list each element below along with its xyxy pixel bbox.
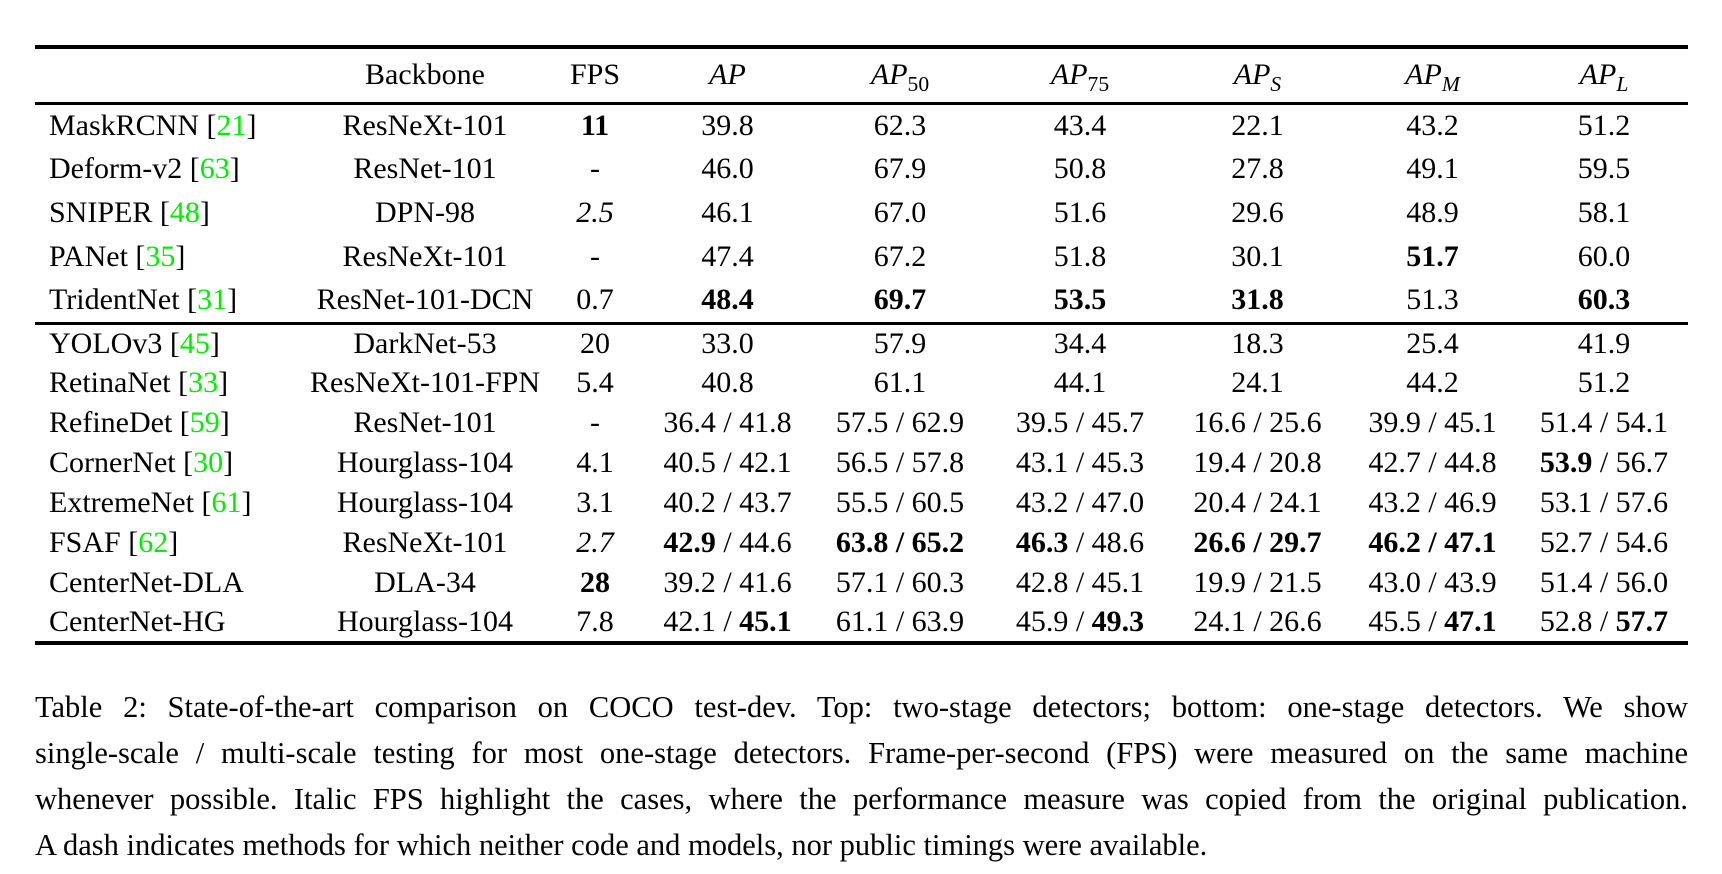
cell-value: 18.3	[1231, 326, 1284, 360]
table-caption	[35, 684, 1688, 868]
method-cell: CornerNet [30]	[49, 446, 234, 479]
cell-value: 39.5 / 45.7	[1015, 406, 1145, 439]
cell-value: 29.6	[1231, 196, 1284, 229]
cell-value: 46.2 / 47.1	[1368, 526, 1497, 559]
column-header-method	[35, 47, 305, 103]
cell-value: 40.2 / 43.7	[663, 486, 792, 519]
cell-value: 63.8 / 65.2	[835, 526, 965, 559]
table-row	[35, 603, 1688, 643]
cell-value: 2.7	[576, 526, 614, 559]
apm-cell	[1345, 563, 1520, 603]
table-header-row	[35, 47, 1688, 103]
cell-value: 69.7	[873, 283, 927, 317]
apm-cell	[1345, 279, 1520, 323]
cell-value: 49.3	[1091, 605, 1145, 638]
ap50-cell	[810, 483, 990, 523]
method-cell: MaskRCNN [21]	[49, 108, 257, 142]
ap75-cell	[990, 147, 1170, 191]
cell-value: 31.8	[1231, 283, 1284, 317]
apm-cell	[1345, 403, 1520, 443]
cell-value: 2.5	[576, 196, 614, 229]
cell-value: 25.4	[1406, 326, 1459, 360]
fps-cell	[545, 603, 645, 643]
cell-value: 11	[580, 108, 610, 142]
cell-value: 5.4	[576, 366, 614, 399]
ap-cell	[645, 323, 810, 363]
cell-value: 57.5 / 62.9	[835, 406, 965, 439]
cell-value: 51.4 / 54.1	[1539, 406, 1669, 439]
ap50-cell	[810, 443, 990, 483]
table-row	[35, 363, 1688, 403]
method-name: YOLOv3	[49, 326, 163, 360]
apl-cell	[1520, 323, 1688, 363]
ap75-cell	[990, 323, 1170, 363]
cell-value: 43.4	[1053, 108, 1107, 142]
ap75-cell	[990, 103, 1170, 147]
citation-ref: 62	[138, 526, 169, 559]
cell-value: 45.1	[739, 605, 792, 638]
citation-ref: 45	[179, 326, 210, 360]
fps-cell	[545, 523, 645, 563]
cell-value: 51.2	[1577, 108, 1631, 142]
ap75-cell	[990, 191, 1170, 235]
cell-value: 39.9 / 45.1	[1368, 406, 1497, 439]
cell-value: 7.8	[576, 605, 614, 638]
apl-cell	[1520, 443, 1688, 483]
cell-value: 59.5	[1577, 152, 1631, 185]
fps-cell	[545, 483, 645, 523]
fps-cell	[545, 279, 645, 323]
cell-value: 4.1	[576, 446, 614, 479]
ap-cell	[645, 403, 810, 443]
column-header-apl: $AP_L$	[1579, 58, 1629, 97]
backbone-cell: Hourglass-104	[336, 486, 514, 519]
backbone-cell: ResNeXt-101-FPN	[310, 366, 540, 399]
ap-cell	[645, 363, 810, 403]
backbone-cell: Hourglass-104	[336, 605, 514, 638]
method-name: MaskRCNN	[49, 108, 200, 142]
ap-cell	[645, 235, 810, 279]
citation-ref: 35	[145, 240, 176, 273]
cell-value: -	[590, 240, 600, 273]
method-cell: ExtremeNet [61]	[49, 486, 252, 519]
cell-value: 45.5 /	[1368, 605, 1445, 638]
apl-cell	[1520, 279, 1688, 323]
cell-value: 43.1 / 45.3	[1015, 446, 1145, 479]
cell-value: 51.3	[1406, 283, 1459, 317]
cell-value: 24.1 / 26.6	[1193, 605, 1322, 638]
ap-cell	[645, 483, 810, 523]
fps-cell	[545, 563, 645, 603]
backbone-cell: Hourglass-104	[336, 446, 514, 479]
table-row	[35, 323, 1688, 363]
cell-value: 49.1	[1406, 152, 1459, 185]
citation-ref: 21	[216, 108, 247, 142]
cell-value: 27.8	[1231, 152, 1284, 185]
backbone-cell: ResNet-101	[353, 152, 497, 185]
cell-value: 60.0	[1577, 240, 1631, 273]
cell-value: 55.5 / 60.5	[835, 486, 965, 519]
method-name: RetinaNet	[49, 366, 171, 399]
method-cell: RefineDet [59]	[49, 406, 230, 439]
table-header	[35, 47, 1688, 103]
ap75-cell	[990, 603, 1170, 643]
fps-cell	[545, 403, 645, 443]
ap75-cell	[990, 363, 1170, 403]
aps-cell	[1170, 363, 1345, 403]
method-name: CenterNet-DLA	[49, 566, 244, 599]
cell-value: 62.3	[873, 108, 927, 142]
ap50-cell	[810, 235, 990, 279]
cell-value: 51.8	[1053, 240, 1107, 273]
column-header-backbone: Backbone	[365, 58, 485, 92]
method-cell: FSAF [62]	[49, 526, 179, 559]
apm-cell	[1345, 103, 1520, 147]
aps-cell	[1170, 103, 1345, 147]
cell-value: 43.0 / 43.9	[1368, 566, 1497, 599]
cell-value: 58.1	[1577, 196, 1631, 229]
cell-value: 42.7 / 44.8	[1368, 446, 1497, 479]
cell-value: 46.1	[701, 196, 754, 229]
apl-cell	[1520, 523, 1688, 563]
cell-value: 57.7	[1615, 605, 1669, 638]
column-header-aps: $AP_S$	[1233, 58, 1282, 97]
cell-value: 26.6 / 29.7	[1193, 526, 1322, 559]
method-name: SNIPER	[49, 196, 153, 229]
ap-cell	[645, 603, 810, 643]
cell-value: 61.1 / 63.9	[835, 605, 965, 638]
cell-value: 43.2	[1406, 108, 1459, 142]
method-name: PANet	[49, 240, 128, 273]
cell-value: 60.3	[1577, 283, 1631, 317]
apm-cell	[1345, 523, 1520, 563]
ap50-cell	[810, 603, 990, 643]
aps-cell	[1170, 323, 1345, 363]
cell-value: / 48.6	[1068, 526, 1145, 559]
ap75-cell	[990, 523, 1170, 563]
cell-value: 3.1	[576, 486, 614, 519]
ap-cell	[645, 147, 810, 191]
table-row	[35, 147, 1688, 191]
ap75-cell	[990, 563, 1170, 603]
cell-value: 44.1	[1053, 366, 1107, 399]
fps-cell	[545, 103, 645, 147]
apm-cell	[1345, 363, 1520, 403]
ap75-cell	[990, 483, 1170, 523]
ap75-cell	[990, 403, 1170, 443]
citation-ref: 48	[169, 196, 200, 229]
one-stage-section	[35, 323, 1688, 643]
ap-cell	[645, 443, 810, 483]
method-name: TridentNet	[49, 283, 180, 317]
two-stage-section	[35, 103, 1688, 323]
apl-cell	[1520, 191, 1688, 235]
ap50-cell	[810, 523, 990, 563]
cell-value: 36.4 / 41.8	[663, 406, 792, 439]
method-name: ExtremeNet	[49, 486, 194, 519]
table-row	[35, 191, 1688, 235]
citation-ref: 30	[193, 446, 224, 479]
ap50-cell	[810, 403, 990, 443]
cell-value: 51.4 / 56.0	[1539, 566, 1669, 599]
backbone-cell: ResNeXt-101	[342, 240, 508, 273]
cell-value: 39.2 / 41.6	[663, 566, 792, 599]
cell-value: 19.9 / 21.5	[1193, 566, 1322, 599]
caption-line: single-scale / multi-scale testing for most one-stage detectors. Frame-per-second (FPS) were measured on the same machine	[35, 736, 1688, 770]
cell-value: 41.9	[1577, 326, 1631, 360]
cell-value: 42.8 / 45.1	[1015, 566, 1145, 599]
caption-line: A dash indicates methods for which neither code and models, nor public timings were available.	[35, 828, 1208, 862]
ap75-cell	[990, 443, 1170, 483]
cell-value: 28	[580, 566, 610, 599]
cell-value: 46.3	[1015, 526, 1069, 559]
aps-cell	[1170, 191, 1345, 235]
cell-value: 34.4	[1053, 326, 1107, 360]
caption-line: whenever possible. Italic FPS highlight the cases, where the performance measure was copied from the original publication.	[35, 782, 1688, 816]
cell-value: 46.0	[701, 152, 754, 185]
aps-cell	[1170, 147, 1345, 191]
ap-cell	[645, 563, 810, 603]
ap-cell	[645, 523, 810, 563]
cell-value: -	[590, 406, 600, 439]
column-header-ap50: $AP_{50}$	[870, 58, 930, 97]
backbone-cell: ResNet-101	[353, 406, 497, 439]
apl-cell	[1520, 103, 1688, 147]
column-header-ap: AP	[709, 58, 746, 92]
cell-value: 42.9	[663, 526, 716, 559]
cell-value: 48.4	[701, 283, 754, 317]
table-row	[35, 483, 1688, 523]
cell-value: 61.1	[873, 366, 927, 399]
method-cell: Deform-v2 [63]	[49, 152, 240, 185]
table-row	[35, 403, 1688, 443]
apl-cell	[1520, 483, 1688, 523]
ap50-cell	[810, 279, 990, 323]
method-name: CenterNet-HG	[49, 605, 226, 638]
cell-value: 45.9 /	[1015, 605, 1092, 638]
method-name: RefineDet	[49, 406, 173, 439]
backbone-cell: DPN-98	[374, 196, 475, 229]
backbone-cell: ResNeXt-101	[342, 526, 508, 559]
aps-cell	[1170, 279, 1345, 323]
cell-value: / 44.6	[715, 526, 792, 559]
cell-value: 24.1	[1231, 366, 1284, 399]
fps-cell	[545, 323, 645, 363]
cell-value: 43.2 / 47.0	[1015, 486, 1145, 519]
backbone-cell: DarkNet-53	[353, 326, 497, 360]
cell-value: 57.1 / 60.3	[835, 566, 965, 599]
cell-value: 51.7	[1406, 240, 1459, 273]
cell-value: 51.6	[1053, 196, 1107, 229]
ap-cell	[645, 191, 810, 235]
apm-cell	[1345, 147, 1520, 191]
ap50-cell	[810, 103, 990, 147]
apl-cell	[1520, 147, 1688, 191]
aps-cell	[1170, 563, 1345, 603]
backbone-cell: DLA-34	[374, 566, 476, 599]
table-row	[35, 563, 1688, 603]
apm-cell	[1345, 443, 1520, 483]
cell-value: 20.4 / 24.1	[1193, 486, 1322, 519]
cell-value: 43.2 / 46.9	[1368, 486, 1497, 519]
aps-cell	[1170, 235, 1345, 279]
cell-value: 53.9	[1539, 446, 1593, 479]
ap-cell	[645, 103, 810, 147]
apl-cell	[1520, 603, 1688, 643]
cell-value: 33.0	[701, 326, 754, 360]
apm-cell	[1345, 483, 1520, 523]
ap50-cell	[810, 191, 990, 235]
cell-value: 53.5	[1053, 283, 1107, 317]
fps-cell	[545, 191, 645, 235]
method-cell	[35, 603, 305, 643]
apl-cell	[1520, 235, 1688, 279]
citation-ref: 33	[188, 366, 219, 399]
apm-cell	[1345, 235, 1520, 279]
cell-value: 52.8 /	[1539, 605, 1616, 638]
cell-value: 47.4	[701, 240, 754, 273]
citation-ref: 59	[189, 406, 220, 439]
apm-cell	[1345, 191, 1520, 235]
apl-cell	[1520, 403, 1688, 443]
table-row	[35, 279, 1688, 323]
method-name: Deform-v2	[49, 152, 183, 185]
column-header-fps: FPS	[569, 58, 621, 92]
caption-line: Table 2: State-of-the-art comparison on COCO test-dev. Top: two-stage detectors; bottom: one-stage detectors. We show	[35, 690, 1688, 724]
column-header-apm: $AP_M$	[1405, 58, 1460, 97]
citation-ref: 63	[199, 152, 230, 185]
aps-cell	[1170, 603, 1345, 643]
cell-value: / 56.7	[1592, 446, 1669, 479]
cell-value: 53.1 / 57.6	[1539, 486, 1669, 519]
cell-value: 30.1	[1231, 240, 1284, 273]
method-cell: YOLOv3 [45]	[49, 326, 220, 360]
fps-cell	[545, 363, 645, 403]
method-cell: SNIPER [48]	[49, 196, 210, 229]
method-cell	[35, 563, 305, 603]
table-row	[35, 235, 1688, 279]
citation-ref: 61	[211, 486, 242, 519]
cell-value: 16.6 / 25.6	[1193, 406, 1322, 439]
aps-cell	[1170, 403, 1345, 443]
fps-cell	[545, 147, 645, 191]
method-cell: RetinaNet [33]	[49, 366, 229, 399]
apl-cell	[1520, 363, 1688, 403]
method-name: CornerNet	[49, 446, 176, 479]
column-header-ap75: $AP_{75}$	[1050, 58, 1110, 97]
cell-value: 22.1	[1231, 108, 1284, 142]
backbone-cell: ResNeXt-101	[342, 108, 508, 142]
ap75-cell	[990, 235, 1170, 279]
ap50-cell	[810, 147, 990, 191]
cell-value: 42.1 /	[663, 605, 740, 638]
cell-value: 67.2	[873, 240, 927, 273]
ap50-cell	[810, 323, 990, 363]
cell-value: 48.9	[1406, 196, 1459, 229]
table-row	[35, 443, 1688, 483]
backbone-cell: ResNet-101-DCN	[316, 283, 534, 317]
table-row	[35, 103, 1688, 147]
cell-value: 44.2	[1406, 366, 1459, 399]
cell-value: 52.7 / 54.6	[1539, 526, 1669, 559]
cell-value: 56.5 / 57.8	[835, 446, 965, 479]
method-name: FSAF	[49, 526, 121, 559]
method-cell: PANet [35]	[49, 240, 186, 273]
cell-value: 19.4 / 20.8	[1193, 446, 1322, 479]
aps-cell	[1170, 523, 1345, 563]
cell-value: 40.5 / 42.1	[663, 446, 792, 479]
cell-value: 67.0	[873, 196, 927, 229]
aps-cell	[1170, 483, 1345, 523]
apl-cell	[1520, 563, 1688, 603]
ap50-cell	[810, 563, 990, 603]
cell-value: 50.8	[1053, 152, 1107, 185]
method-cell: TridentNet [31]	[49, 283, 238, 317]
cell-value: 67.9	[873, 152, 927, 185]
ap75-cell	[990, 279, 1170, 323]
apm-cell	[1345, 323, 1520, 363]
cell-value: 40.8	[701, 366, 754, 399]
cell-value: 0.7	[576, 283, 614, 317]
cell-value: -	[590, 152, 600, 185]
apm-cell	[1345, 603, 1520, 643]
ap-cell	[645, 279, 810, 323]
cell-value: 39.8	[701, 108, 754, 142]
citation-ref: 31	[197, 283, 228, 317]
results-table	[35, 45, 1688, 645]
fps-cell	[545, 235, 645, 279]
aps-cell	[1170, 443, 1345, 483]
cell-value: 51.2	[1577, 366, 1631, 399]
cell-value: 57.9	[873, 326, 927, 360]
cell-value: 47.1	[1444, 605, 1497, 638]
cell-value: 20	[580, 326, 610, 360]
table-row	[35, 523, 1688, 563]
fps-cell	[545, 443, 645, 483]
ap50-cell	[810, 363, 990, 403]
